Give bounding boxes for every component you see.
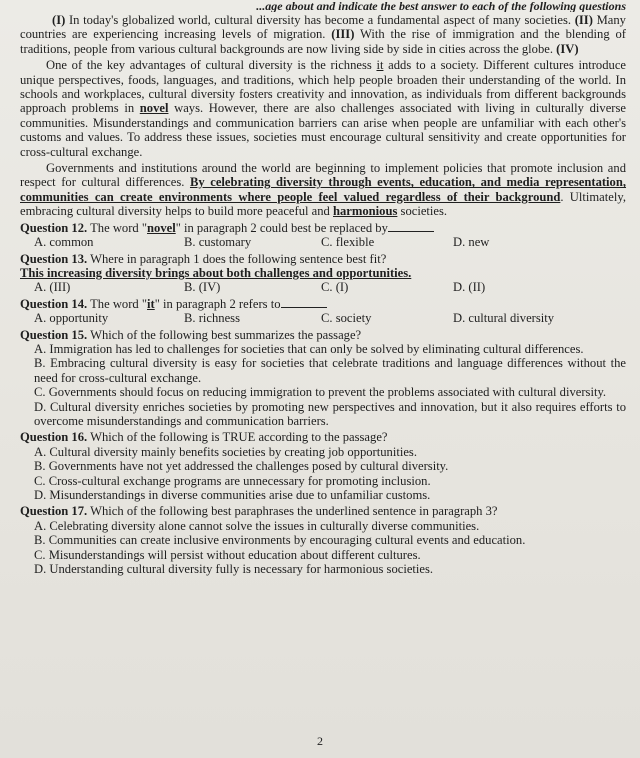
option-a[interactable]: A. Immigration has led to challenges for societies that can only be solved by eliminating cultural differences. (34, 341, 584, 356)
marker-I: (I) (52, 13, 66, 27)
question-16: Question 16. Which of the following is TRUE according to the passage? A. Cultural diversity mainly benefits societies by creating job opportunities. B. Governments have not yet addressed the challenges posed by cultural diversity. C. Cross-cultural exchange programs are unnecessary for promoting inclusion. D. Misunderstandings in diverse communities arise due to unfamiliar customs. (20, 430, 626, 502)
word-novel: novel (139, 101, 169, 116)
option-c[interactable]: C. society (321, 311, 372, 326)
option-c[interactable]: C. Cross-cultural exchange programs are unnecessary for promoting inclusion. (34, 473, 431, 488)
instruction-line: ...age about and indicate the best answer to each of the following questions (256, 0, 626, 12)
option-d[interactable]: D. cultural diversity (453, 311, 555, 326)
option-a[interactable]: A. opportunity (34, 311, 109, 326)
page-number: 2 (317, 733, 323, 748)
option-a[interactable]: A. Celebrating diversity alone cannot solve the issues in culturally diverse communities. (34, 518, 480, 533)
option-c[interactable]: C. Misunderstandings will persist without education about different cultures. (34, 547, 421, 562)
option-d[interactable]: D. (II) (453, 280, 486, 295)
question-13: Question 13. Where in paragraph 1 does the following sentence best fit? This increasing diversity brings about both challenges and opportunities. A. (III) B. (IV) C. (I) D. (II) (20, 252, 626, 295)
insert-sentence: This increasing diversity brings about both challenges and opportunities. (20, 265, 412, 280)
option-c[interactable]: C. (I) (321, 280, 349, 295)
word-it: it (376, 58, 384, 73)
question-14: Question 14. The word "it" in paragraph 2 refers to A. opportunity B. richness C. society D. cultural diversity (20, 296, 555, 326)
option-d[interactable]: D. Understanding cultural diversity fully is necessary for harmonious societies. (34, 562, 434, 577)
option-b[interactable]: B. Communities can create inclusive environments by encouraging cultural events and education. (34, 533, 526, 548)
option-a[interactable]: A. Cultural diversity mainly benefits societies by creating job opportunities. (34, 444, 417, 459)
option-b[interactable]: B. (IV) (184, 280, 221, 295)
option-b[interactable]: B. richness (184, 311, 240, 326)
option-b[interactable]: B. customary (184, 235, 252, 250)
option-d[interactable]: D. new (453, 235, 490, 250)
paragraph-1: (I) In today's globalized world, cultural diversity has become a fundamental aspect of many societies. (II) Many countries are experiencing increasing levels of migration. (III) With the rise of immigration and the blending of traditions, people from various cultural backgrounds are now living side by side in cities across the globe. (IV) (20, 13, 626, 56)
marker-II: (II) (574, 13, 593, 27)
option-b[interactable]: B. Embracing cultural diversity is easy for societies that celebrate traditions and language differences without the need for cross-cultural exchange. (34, 356, 626, 385)
option-b[interactable]: B. Governments have not yet addressed the challenges posed by cultural diversity. (34, 459, 449, 474)
marker-IV: (IV) (556, 41, 579, 56)
word-harmonious: harmonious (333, 204, 398, 219)
underlined-sentence: By celebrating diversity through events, education, and media representation, communities can create environments where people feel valued regardless of their background (20, 175, 627, 204)
marker-III: (III) (331, 27, 355, 42)
option-d[interactable]: D. Cultural diversity enriches societies by promoting new perspectives and innovation, but it also requires efforts to overcome misunderstandings and communication barriers. (34, 399, 626, 428)
paragraph-3: Governments and institutions around the world are beginning to implement policies that promote inclusion and respect for cultural differences. By celebrating diversity through events, education, and media representation, communities can create environments where people feel valued regardless of their background. Ultimately, embracing cultural diversity helps to build more peaceful and harmonious societies. (20, 161, 627, 219)
option-c[interactable]: C. flexible (321, 235, 375, 250)
option-d[interactable]: D. Misunderstandings in diverse communities arise due to unfamiliar customs. (34, 488, 431, 502)
question-17: Question 17. Which of the following best paraphrases the underlined sentence in paragraph 3? A. Celebrating diversity alone cannot solve the issues in culturally diverse communities. B. Communities can create inclusive environments by encouraging cultural events and education. C. Misunderstandings will persist without education about different cultures. D. Understanding cultural diversity fully is necessary for harmonious societies. (20, 504, 626, 576)
answer-blank (281, 297, 327, 308)
question-15: Question 15. Which of the following best summarizes the passage? A. Immigration has led to challenges for societies that can only be solved by eliminating cultural differences. B. Embracing cultural diversity is easy for societies that celebrate traditions and language differences without the need for cross-cultural exchange. C. Governments should focus on reducing immigration to prevent the problems associated with cultural diversity. D. Cultural diversity enriches societies by promoting new perspectives and innovation, but it also requires efforts to overcome misunderstandings and communication barriers. (20, 327, 626, 428)
answer-blank (388, 221, 434, 232)
option-c[interactable]: C. Governments should focus on reducing immigration to prevent the problems associated with cultural diversity. (34, 385, 607, 400)
option-a[interactable]: A. (III) (34, 280, 71, 295)
option-a[interactable]: A. common (34, 235, 94, 250)
paragraph-2: One of the key advantages of cultural diversity is the richness it adds to a society. Different cultures introduce unique perspectives, foods, languages, and traditions, which help people broaden their understanding of the world. In schools and workplaces, cultural diversity fosters creativity and innovation, as individuals from different backgrounds approach problems in novel ways. However, there are also challenges associated with living in culturally diverse communities. Misunderstandings and communication barriers can arise when people are unfamiliar with each other's customs and values. To address these issues, societies must encourage cultural sensitivity and create opportunities for cross-cultural exchange. (20, 58, 626, 159)
question-12: Question 12. The word "novel" in paragraph 2 could best be replaced by A. common B. customary C. flexible D. new (20, 220, 490, 250)
